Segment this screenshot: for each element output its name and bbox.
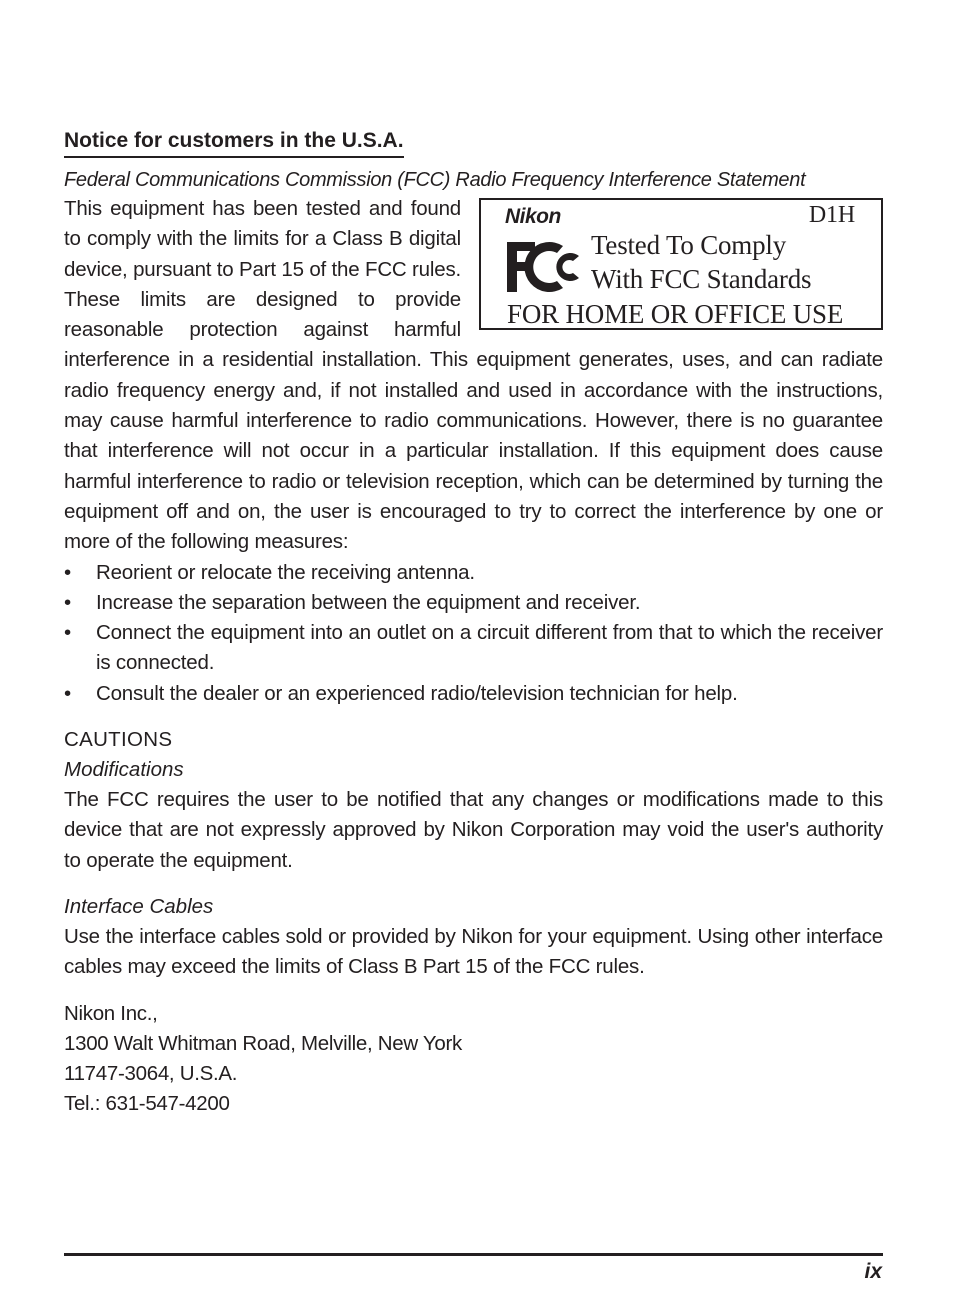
page-content (64, 126, 883, 1120)
brand-logo: Nikon (505, 205, 561, 228)
section-heading: Notice for customers in the U.S.A. (64, 126, 404, 158)
address-zip: 11747-3064, U.S.A. (64, 1062, 238, 1086)
model-name: D1H (808, 202, 855, 228)
list-item: • Increase the separation between the equipment and receiver. (64, 588, 883, 618)
statement-text: This equipment has been tested and found to comply with the limits for a Class B digital device, pursuant to Part 15 of the FCC rules. These limits are designed to provide reasonable protection against harmful interference in a residential installation. This equipment generates, uses, and can radiate radio frequency energy and, if not installed and used in accordance with the instructions, may cause harmful interference to radio communications. However, there is no guarantee that interference will not occur in a particular installation. If this equipment does cause harmful interference to radio or television reception, which can be determined by turning the equipment off and on, the user is encouraged to try to correct the interference by one or more of the following measures: (64, 197, 883, 554)
footer-divider (64, 1253, 883, 1256)
fcc-line-tested: Tested To Comply (591, 230, 787, 260)
fcc-compliance-label (479, 198, 883, 330)
list-item: • Reorient or relocate the receiving antenna. (64, 558, 883, 588)
address-street: 1300 Walt Whitman Road, Melville, New York (64, 1031, 462, 1055)
bullet: • (64, 621, 71, 645)
bullet: • (64, 560, 71, 584)
interface-cables-title: Interface Cables (64, 894, 214, 918)
interface-cables-text: Use the interface cables sold or provided by Nikon for your equipment. Using other interface cables may exceed the limits of Class B Part 15 of the FCC rules. (64, 924, 883, 979)
address-block (64, 999, 883, 1120)
fcc-line-use: FOR HOME OR OFFICE USE (507, 299, 844, 329)
fcc-statement (64, 194, 883, 558)
address-tel: Tel.: 631-547-4200 (64, 1092, 230, 1116)
bullet: • (64, 590, 71, 614)
fcc-logo-icon (505, 240, 587, 303)
page-number: ix (864, 1260, 882, 1283)
statement-subtitle: Federal Communications Commission (FCC) Radio Frequency Interference Statement (64, 169, 806, 191)
cautions-title: CAUTIONS (64, 728, 173, 752)
modifications-title: Modifications (64, 758, 184, 782)
list-item: • Consult the dealer or an experienced radio/television technician for help. (64, 679, 883, 709)
list-item: • Connect the equipment into an outlet on a circuit different from that to which the receiver is connected. (64, 618, 883, 679)
fcc-line-standards: With FCC Standards (591, 264, 812, 294)
address-company: Nikon Inc., (64, 1001, 158, 1025)
measures-list (64, 558, 883, 709)
modifications-text: The FCC requires the user to be notified that any changes or modifications made to this device that are not expressly approved by Nikon Corporation may void the user's authority to operate the equipment. (64, 788, 883, 872)
bullet: • (64, 681, 71, 705)
